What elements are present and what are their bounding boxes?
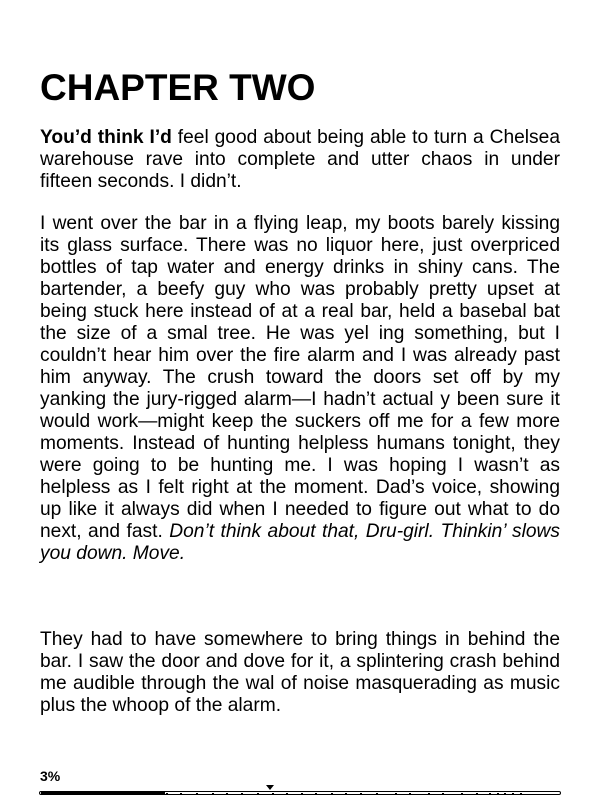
chapter-tick	[226, 793, 228, 795]
chapter-tick	[125, 793, 127, 795]
chapter-tick	[241, 793, 243, 795]
chapter-tick	[504, 793, 506, 795]
chapter-tick	[315, 793, 317, 795]
chapter-tick	[489, 793, 491, 795]
chapter-tick	[212, 793, 214, 795]
chapter-tick	[96, 793, 98, 795]
paragraph-1	[40, 127, 560, 193]
chapter-tick	[512, 793, 514, 795]
chapter-tick	[272, 793, 274, 795]
chapter-tick	[345, 793, 347, 795]
chapter-tick	[395, 793, 397, 795]
chapter-tick	[428, 793, 430, 795]
progress-percent: 3%	[40, 768, 61, 784]
paragraph-2-italic-thought: Don’t think about that, Dru-girl. Thinkin’ slows you down. Move.	[40, 521, 560, 564]
paragraph-3	[40, 629, 560, 717]
chapter-tick	[110, 793, 112, 795]
chapter-tick	[376, 793, 378, 795]
paragraph-3-text: They had to have somewhere to bring things in behind the bar. I saw the door and dove for it, a splintering crash behind me audible through the wal of noise masquerading as music plus the whoop of the alarm.	[40, 629, 560, 716]
paragraph-2	[40, 213, 560, 565]
reading-progress-fill	[41, 792, 165, 794]
chapter-tick	[497, 793, 499, 795]
reading-progress-bar[interactable]	[39, 791, 561, 795]
chapter-tick	[331, 793, 333, 795]
paragraph-1-lead: You’d think I’d	[40, 127, 172, 148]
chapter-tick	[360, 793, 362, 795]
current-position-marker-icon	[266, 785, 274, 790]
chapter-tick	[286, 793, 288, 795]
chapter-tick	[301, 793, 303, 795]
chapter-title: CHAPTER TWO	[40, 67, 316, 108]
chapter-tick	[196, 793, 198, 795]
chapter-tick	[409, 793, 411, 795]
chapter-tick	[476, 793, 478, 795]
chapter-tick	[143, 793, 145, 795]
chapter-tick	[257, 793, 259, 795]
chapter-tick	[180, 793, 182, 795]
chapter-tick	[520, 793, 522, 795]
paragraph-1-text: feel good about being able to turn a Chelsea warehouse rave into complete and utter chaos in under fifteen seconds. I didn’t.	[40, 127, 560, 192]
chapter-tick	[442, 793, 444, 795]
chapter-tick	[166, 793, 168, 795]
paragraph-2-text: I went over the bar in a flying leap, my boots barely kissing its glass surface. There was no liquor here, just overpriced bottles of tap water and energy drinks in shiny cans. The bartender, a beefy guy who was probably pretty upset at being stuck here instead of at a real bar, held a basebal bat the size of a smal tree. He was yel ing something, but I couldn’t hear him over the fire alarm and I was already past him anyway. The crush toward the doors set off by my yanking the jury-rigged alarm—I hadn’t actual y been sure it would work—might keep the suckers off me for a few more moments. Instead of hunting helpless humans tonight, they were going to be hunting me. I was hoping I wasn’t as helpless as I felt right at the moment. Dad’s voice, showing up like it always did when I needed to figure out what to do next, and fast.	[40, 213, 560, 542]
chapter-tick	[461, 793, 463, 795]
